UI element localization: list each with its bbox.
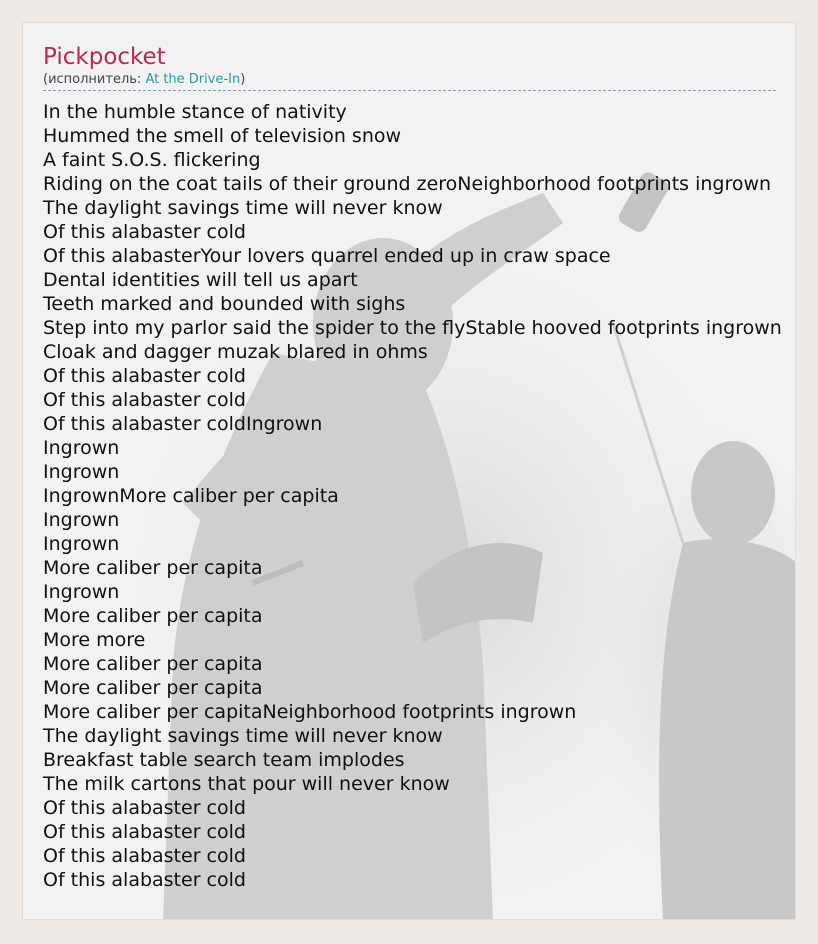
lyrics-content — [43, 23, 795, 892]
artist-line — [43, 71, 776, 91]
lyric-line: Of this alabaster cold — [43, 821, 246, 843]
lyric-line: Of this alabaster coldIngrown — [43, 413, 323, 435]
lyric-line: Of this alabasterYour lovers quarrel ended up in craw space — [43, 245, 611, 267]
lyric-line: Of this alabaster cold — [43, 389, 246, 411]
lyric-line: Hummed the smell of television snow — [43, 125, 402, 147]
lyric-line: Of this alabaster cold — [43, 845, 246, 867]
lyric-line: Teeth marked and bounded with sighs — [43, 293, 406, 315]
lyric-line: A faint S.O.S. flickering — [43, 149, 261, 171]
lyric-line: More caliber per capita — [43, 605, 263, 627]
lyric-line: Ingrown — [43, 461, 120, 483]
lyric-line: Ingrown — [43, 509, 120, 531]
lyric-line: More caliber per capita — [43, 677, 263, 699]
lyric-line: Ingrown — [43, 437, 120, 459]
lyric-line: Of this alabaster cold — [43, 797, 246, 819]
lyric-line: The daylight savings time will never know — [43, 725, 443, 747]
lyric-line: Of this alabaster cold — [43, 221, 246, 243]
lyric-line: Riding on the coat tails of their ground zeroNeighborhood footprints ingrown — [43, 173, 772, 195]
lyric-line: More more — [43, 629, 146, 651]
lyric-line: The daylight savings time will never know — [43, 197, 443, 219]
lyric-line: More caliber per capita — [43, 557, 263, 579]
artist-suffix: ) — [240, 72, 246, 87]
lyric-line: Ingrown — [43, 533, 120, 555]
song-title: Pickpocket — [43, 44, 166, 70]
lyrics-card — [22, 22, 796, 920]
lyric-line: Dental identities will tell us apart — [43, 269, 358, 291]
lyric-line: Breakfast table search team implodes — [43, 749, 405, 771]
lyric-line: The milk cartons that pour will never know — [43, 773, 450, 795]
lyric-line: Of this alabaster cold — [43, 869, 246, 891]
artist-link[interactable]: At the Drive-In — [145, 72, 241, 87]
lyric-line: Step into my parlor said the spider to the flyStable hooved footprints ingrown — [43, 317, 782, 339]
lyric-line: In the humble stance of nativity — [43, 101, 347, 123]
lyric-line: Of this alabaster cold — [43, 365, 246, 387]
lyric-line: IngrownMore caliber per capita — [43, 485, 339, 507]
lyric-line: More caliber per capita — [43, 653, 263, 675]
lyric-line: More caliber per capitaNeighborhood footprints ingrown — [43, 701, 577, 723]
lyric-line: Cloak and dagger muzak blared in ohms — [43, 341, 428, 363]
lyrics-body — [43, 100, 795, 892]
lyric-line: Ingrown — [43, 581, 120, 603]
artist-prefix: (исполнитель: — [43, 72, 146, 87]
